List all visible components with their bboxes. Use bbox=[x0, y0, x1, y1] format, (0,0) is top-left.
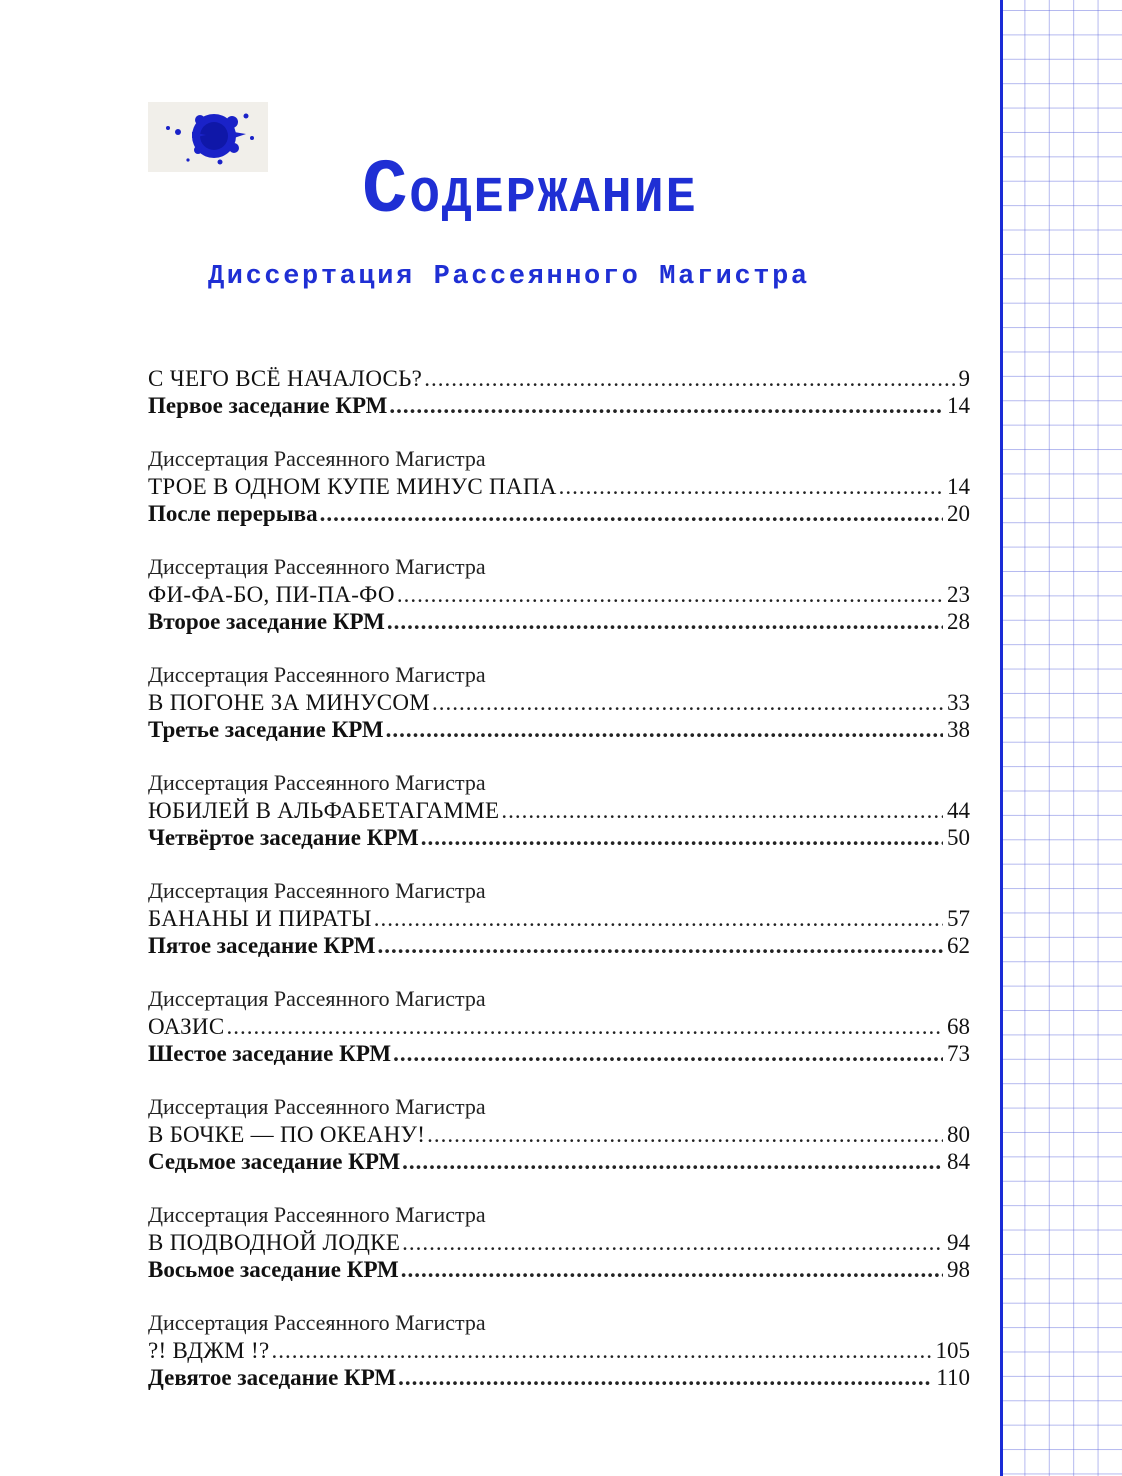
toc-section bbox=[148, 554, 970, 635]
toc-page-number: 62 bbox=[947, 933, 970, 958]
toc-session-entry[interactable] bbox=[148, 824, 970, 851]
toc-entry-title: С ЧЕГО ВСЁ НАЧАЛОСЬ? bbox=[148, 366, 423, 391]
toc-page-number: 14 bbox=[947, 474, 970, 499]
toc-section bbox=[148, 338, 970, 419]
toc-session-entry[interactable] bbox=[148, 608, 970, 635]
toc-entry-title: ФИ-ФА-БО, ПИ-ПА-ФО bbox=[148, 582, 395, 607]
toc-session-entry[interactable] bbox=[148, 500, 970, 527]
toc-dot-leader bbox=[320, 500, 943, 527]
page-title-rest: ОДЕРЖАНИЕ bbox=[409, 170, 698, 227]
toc-page-number: 98 bbox=[947, 1257, 970, 1282]
toc-entry-title: ?! ВДЖМ !? bbox=[148, 1338, 270, 1363]
toc-page-number: 73 bbox=[947, 1041, 970, 1066]
toc-page-number: 80 bbox=[947, 1122, 970, 1147]
toc-entry-title: После перерыва bbox=[148, 501, 318, 526]
toc-page-number: 38 bbox=[947, 717, 970, 742]
toc-section-label: Диссертация Рассеянного Магистра bbox=[148, 986, 486, 1011]
page-title-initial: С bbox=[362, 148, 410, 234]
toc-page-number: 110 bbox=[936, 1365, 970, 1390]
toc-entry-title: Шестое заседание КРМ bbox=[148, 1041, 392, 1066]
toc-section bbox=[148, 1202, 970, 1283]
toc-section-label: Диссертация Рассеянного Магистра bbox=[148, 554, 486, 579]
toc-entry-title: БАНАНЫ И ПИРАТЫ bbox=[148, 906, 372, 931]
toc-page-number: 28 bbox=[947, 609, 970, 634]
toc-section-label: Диссертация Рассеянного Магистра bbox=[148, 878, 486, 903]
toc-chapter-entry[interactable] bbox=[148, 797, 970, 824]
toc-page-number: 9 bbox=[958, 366, 970, 391]
toc-chapter-entry[interactable] bbox=[148, 365, 970, 392]
toc-page-number: 33 bbox=[947, 690, 970, 715]
toc-chapter-entry[interactable] bbox=[148, 689, 970, 716]
toc-section-label: Диссертация Рассеянного Магистра bbox=[148, 446, 486, 471]
toc-session-entry[interactable] bbox=[148, 932, 970, 959]
toc-session-entry[interactable] bbox=[148, 1040, 970, 1067]
toc-dot-leader bbox=[398, 1364, 932, 1391]
toc-page-number: 20 bbox=[947, 501, 970, 526]
toc-section bbox=[148, 986, 970, 1067]
toc-chapter-entry[interactable] bbox=[148, 1229, 970, 1256]
toc-chapter-entry[interactable] bbox=[148, 1121, 970, 1148]
toc-dot-leader bbox=[402, 1229, 943, 1256]
toc-dot-leader bbox=[378, 932, 943, 959]
toc-dot-leader bbox=[271, 1337, 931, 1364]
toc-dot-leader bbox=[393, 1040, 943, 1067]
toc-section bbox=[148, 446, 970, 527]
toc-page-number: 44 bbox=[947, 798, 970, 823]
toc-page-number: 14 bbox=[947, 393, 970, 418]
toc-dot-leader bbox=[424, 365, 954, 392]
toc-section bbox=[148, 878, 970, 959]
toc-entry-title: В ПОГОНЕ ЗА МИНУСОМ bbox=[148, 690, 430, 715]
toc-session-entry[interactable] bbox=[148, 716, 970, 743]
toc-dot-leader bbox=[427, 1121, 943, 1148]
toc-dot-leader bbox=[501, 797, 943, 824]
toc-section bbox=[148, 662, 970, 743]
toc-entry-title: Третье заседание КРМ bbox=[148, 717, 384, 742]
toc-page-number: 50 bbox=[947, 825, 970, 850]
toc-dot-leader bbox=[402, 1148, 943, 1175]
table-of-contents bbox=[148, 338, 970, 1418]
page-subtitle: Диссертация Рассеянного Магистра bbox=[208, 262, 810, 292]
toc-section-label: Диссертация Рассеянного Магистра bbox=[148, 1202, 486, 1227]
toc-page-number: 105 bbox=[935, 1338, 970, 1363]
toc-entry-title: Первое заседание КРМ bbox=[148, 393, 388, 418]
toc-session-entry[interactable] bbox=[148, 1148, 970, 1175]
toc-dot-leader bbox=[421, 824, 943, 851]
toc-chapter-entry[interactable] bbox=[148, 905, 970, 932]
toc-section-label: Диссертация Рассеянного Магистра bbox=[148, 1310, 486, 1335]
toc-chapter-entry[interactable] bbox=[148, 581, 970, 608]
toc-entry-title: ОАЗИС bbox=[148, 1014, 225, 1039]
toc-section bbox=[148, 1310, 970, 1391]
toc-entry-title: Девятое заседание КРМ bbox=[148, 1365, 397, 1390]
toc-page-number: 94 bbox=[947, 1230, 970, 1255]
toc-chapter-entry[interactable] bbox=[148, 1337, 970, 1364]
toc-entry-title: Четвёртое заседание КРМ bbox=[148, 825, 419, 850]
toc-section bbox=[148, 770, 970, 851]
toc-dot-leader bbox=[559, 473, 943, 500]
toc-session-entry[interactable] bbox=[148, 1364, 970, 1391]
toc-session-entry[interactable] bbox=[148, 1256, 970, 1283]
toc-entry-title: Пятое заседание КРМ bbox=[148, 933, 376, 958]
toc-entry-title: Восьмое заседание КРМ bbox=[148, 1257, 399, 1282]
margin-line bbox=[1000, 0, 1003, 1476]
toc-section-label bbox=[148, 338, 970, 365]
toc-chapter-entry[interactable] bbox=[148, 1013, 970, 1040]
toc-page-number: 84 bbox=[947, 1149, 970, 1174]
toc-entry-title: В БОЧКЕ — ПО ОКЕАНУ! bbox=[148, 1122, 426, 1147]
toc-entry-title: Второе заседание КРМ bbox=[148, 609, 385, 634]
toc-page-number: 57 bbox=[947, 906, 970, 931]
toc-dot-leader bbox=[386, 716, 943, 743]
toc-section-label: Диссертация Рассеянного Магистра bbox=[148, 662, 486, 687]
toc-entry-title: ЮБИЛЕЙ В АЛЬФАБЕТАГАММЕ bbox=[148, 798, 500, 823]
toc-entry-title: ТРОЕ В ОДНОМ КУПЕ МИНУС ПАПА bbox=[148, 474, 557, 499]
toc-dot-leader bbox=[401, 1256, 943, 1283]
toc-page-number: 68 bbox=[947, 1014, 970, 1039]
page-title bbox=[0, 148, 1122, 238]
toc-section bbox=[148, 1094, 970, 1175]
toc-section-label: Диссертация Рассеянного Магистра bbox=[148, 1094, 486, 1119]
graph-paper-strip bbox=[1000, 0, 1122, 1476]
toc-dot-leader bbox=[226, 1013, 943, 1040]
toc-entry-title: Седьмое заседание КРМ bbox=[148, 1149, 401, 1174]
toc-chapter-entry[interactable] bbox=[148, 473, 970, 500]
toc-section-label: Диссертация Рассеянного Магистра bbox=[148, 770, 486, 795]
toc-page-number: 23 bbox=[947, 582, 970, 607]
toc-dot-leader bbox=[397, 581, 943, 608]
toc-entry-title: В ПОДВОДНОЙ ЛОДКЕ bbox=[148, 1230, 401, 1255]
toc-dot-leader bbox=[389, 392, 943, 419]
toc-dot-leader bbox=[432, 689, 943, 716]
toc-dot-leader bbox=[387, 608, 943, 635]
toc-dot-leader bbox=[374, 905, 943, 932]
toc-session-entry[interactable] bbox=[148, 392, 970, 419]
